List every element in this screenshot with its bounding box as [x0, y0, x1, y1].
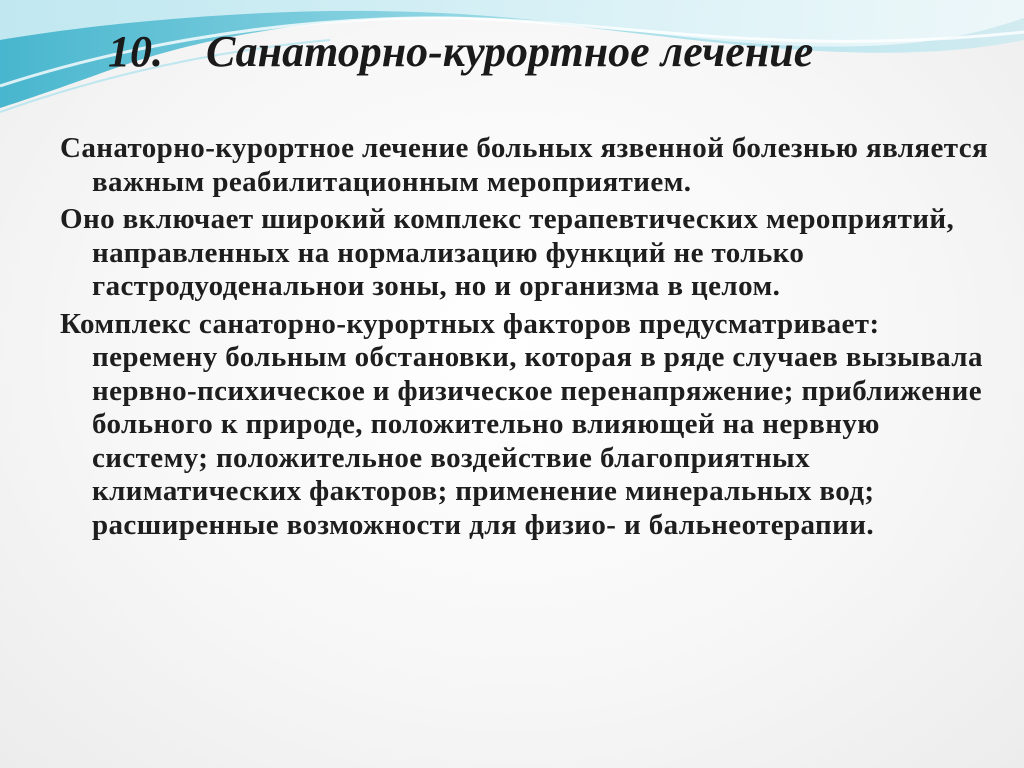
- paragraph-1: Санаторно-курортное лечение больных язвенной болезнью является важным реабилитационным мероприятием.: [60, 132, 989, 198]
- paragraph-2: Оно включает широкий комплекс терапевтических мероприятий, направленных на нормализацию функций не только гастродуоденальнои зоны, но и организма в целом.: [60, 203, 955, 302]
- slide-body: [60, 132, 990, 546]
- title-text: Санаторно-курортное лечение: [206, 27, 814, 76]
- paragraph-3: Комплекс санаторно-курортных факторов предусматривает: перемену больным обстановки, которая в ряде случаев вызывала нервно-психическое и физическое перенапряжение; приближение больного к природе, положительно влияющей на нервную систему; положительное воздействие благоприятных климатических факторов; применение минеральных вод; расширенные возможности для физио- и бальнеотерапии.: [60, 307, 983, 541]
- title-number: 10.: [108, 27, 163, 76]
- slide-title: [108, 22, 988, 82]
